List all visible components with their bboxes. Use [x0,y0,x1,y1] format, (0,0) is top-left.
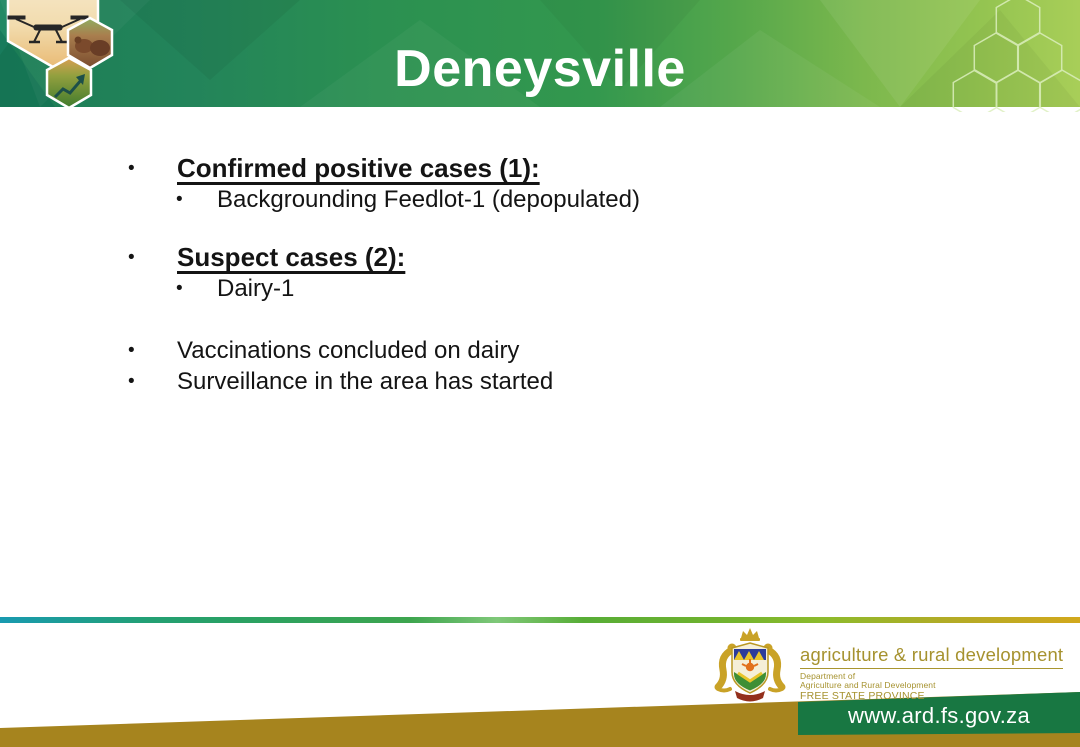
bullet-item-vaccinations [112,335,640,366]
department-wordmark [800,644,1068,702]
bullet-text: Backgrounding Feedlot-1 (depopulated) [217,186,640,213]
bullet-item-dairy [160,273,640,304]
bullet-marker: • [128,371,135,392]
department-line-2: Agriculture and Rural Development [800,680,936,690]
bullet-marker: • [176,278,183,299]
slide-title: Deneysville [394,40,686,98]
department-line-1: Department of [800,671,856,681]
bullet-text: Vaccinations concluded on dairy [177,337,520,364]
shield-icon [732,643,768,693]
bullet-marker: • [128,158,135,179]
bullet-item-confirmed-cases [112,153,640,184]
bullet-text: Surveillance in the area has started [177,368,554,395]
bullet-text: Suspect cases (2): [177,242,406,272]
header-banner [0,0,1080,107]
brand-divider [800,668,1063,669]
bullet-item-backgrounding-feedlot [160,184,640,215]
bullet-item-suspect-cases [112,242,640,273]
crown-icon [740,628,760,641]
bullet-item-surveillance [112,366,640,397]
department-line-3: FREE STATE PROVINCE [800,690,925,702]
website-url: www.ard.fs.gov.za [848,703,1030,728]
bullet-text: Dairy-1 [217,275,295,302]
bullet-marker: • [128,247,135,268]
bullet-text: Confirmed positive cases (1): [177,153,540,183]
brand-title: agriculture & rural development [800,644,1064,665]
bullet-marker: • [128,340,135,361]
free-state-coat-of-arms [708,626,792,710]
slide-body [112,153,640,397]
bullet-marker: • [176,189,183,210]
